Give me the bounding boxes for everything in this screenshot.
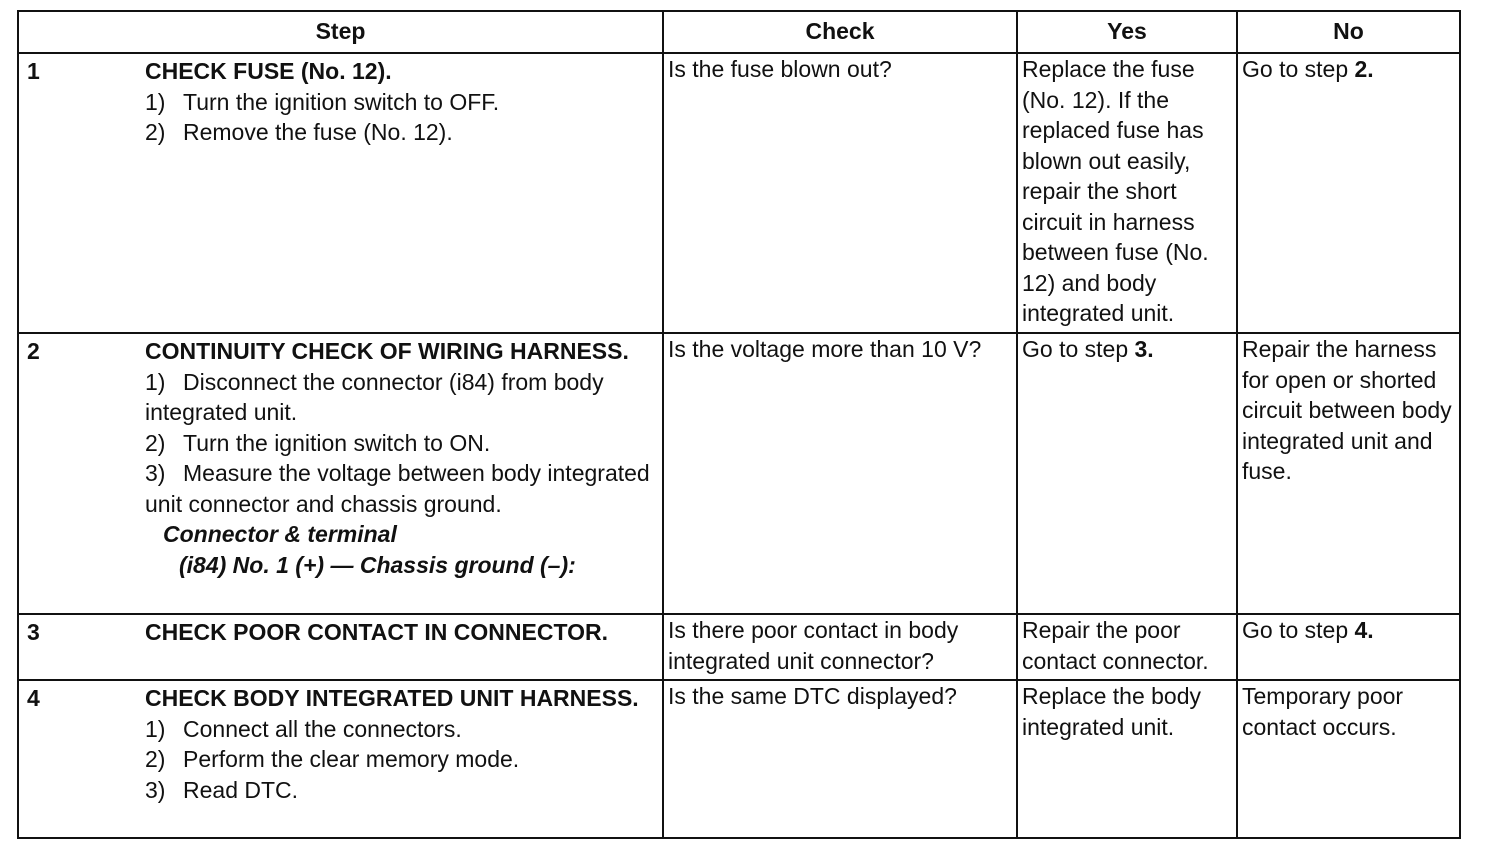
- table-row-step-4: [18, 680, 1460, 838]
- table-row-step-3: [18, 614, 1460, 680]
- step-cell: [18, 333, 663, 614]
- header-yes: Yes: [1017, 11, 1237, 53]
- instruction-text: Read DTC.: [183, 776, 299, 803]
- yes-cell: [1017, 333, 1237, 614]
- instruction-text: Turn the ignition switch to OFF.: [183, 88, 500, 115]
- check-cell: Is there poor contact in body integrated unit connector?: [663, 614, 1017, 680]
- step-number: 2: [27, 338, 40, 364]
- no-cell: Temporary poor contact occurs.: [1237, 680, 1460, 838]
- step-number: 3: [27, 619, 40, 645]
- instruction-index: 1): [145, 715, 166, 742]
- instruction-index: 2): [145, 746, 166, 772]
- instruction: [145, 367, 652, 428]
- instruction: [145, 117, 652, 148]
- step-title: CONTINUITY CHECK OF WIRING HARNESS.: [145, 338, 629, 364]
- yes-cell: Replace the fuse (No. 12). If the replaced fuse has blown out easily, repair the short circuit in harness between fuse (No. 12) and body integrated unit.: [1017, 53, 1237, 333]
- instruction-index: 2): [145, 429, 166, 456]
- go-to-label: Go to step: [1242, 617, 1349, 643]
- yes-cell: Repair the poor contact connector.: [1017, 614, 1237, 680]
- instruction-index: 2): [145, 119, 166, 145]
- instruction-text: Measure the voltage between body integrated unit connector and chassis ground.: [145, 460, 650, 517]
- instruction-text: Perform the clear memory mode.: [183, 746, 520, 772]
- instruction: [145, 458, 652, 519]
- table-row-step-1: [18, 53, 1460, 333]
- diagnosis-table: [17, 10, 1461, 839]
- check-cell: Is the same DTC displayed?: [663, 680, 1017, 838]
- step-cell: [18, 53, 663, 333]
- header-check: Check: [663, 11, 1017, 53]
- check-cell: Is the fuse blown out?: [663, 53, 1017, 333]
- go-to-label: Go to step: [1242, 56, 1349, 82]
- instruction: [145, 87, 652, 118]
- go-to-label: Go to step: [1022, 336, 1129, 362]
- header-step: Step: [18, 11, 663, 53]
- instruction-index: 3): [145, 460, 166, 486]
- instruction: [145, 714, 652, 745]
- step-title: CHECK POOR CONTACT IN CONNECTOR.: [145, 619, 608, 645]
- instruction-index: 1): [145, 88, 166, 115]
- connector-heading: Connector & terminal: [163, 521, 397, 547]
- no-cell: Repair the harness for open or shorted circuit between body integrated unit and fuse.: [1237, 333, 1460, 614]
- step-number: 4: [27, 685, 40, 711]
- no-cell: [1237, 53, 1460, 333]
- instruction-text: Remove the fuse (No. 12).: [183, 119, 453, 145]
- check-cell: Is the voltage more than 10 V?: [663, 333, 1017, 614]
- header-no: No: [1237, 11, 1460, 53]
- step-title: CHECK BODY INTEGRATED UNIT HARNESS.: [145, 685, 639, 711]
- step-number: 1: [27, 58, 40, 84]
- instruction: [145, 775, 652, 806]
- instruction-index: 3): [145, 776, 166, 803]
- instruction-text: Disconnect the connector (i84) from body integrated unit.: [145, 368, 604, 425]
- go-to-step: 4.: [1354, 617, 1374, 643]
- instruction: [145, 744, 652, 775]
- connector-spec: (i84) No. 1 (+) — Chassis ground (–):: [179, 551, 576, 578]
- no-cell: [1237, 614, 1460, 680]
- instruction-index: 1): [145, 368, 166, 395]
- instruction-text: Connect all the connectors.: [183, 715, 462, 742]
- yes-cell: Replace the body integrated unit.: [1017, 680, 1237, 838]
- table-row-step-2: [18, 333, 1460, 614]
- go-to-step: 3.: [1134, 336, 1154, 362]
- step-cell: [18, 614, 663, 680]
- step-cell: [18, 680, 663, 838]
- go-to-step: 2.: [1354, 56, 1374, 82]
- instruction: [145, 428, 652, 459]
- step-title: CHECK FUSE (No. 12).: [145, 58, 392, 84]
- header-row: [18, 11, 1460, 53]
- instruction-text: Turn the ignition switch to ON.: [183, 429, 491, 456]
